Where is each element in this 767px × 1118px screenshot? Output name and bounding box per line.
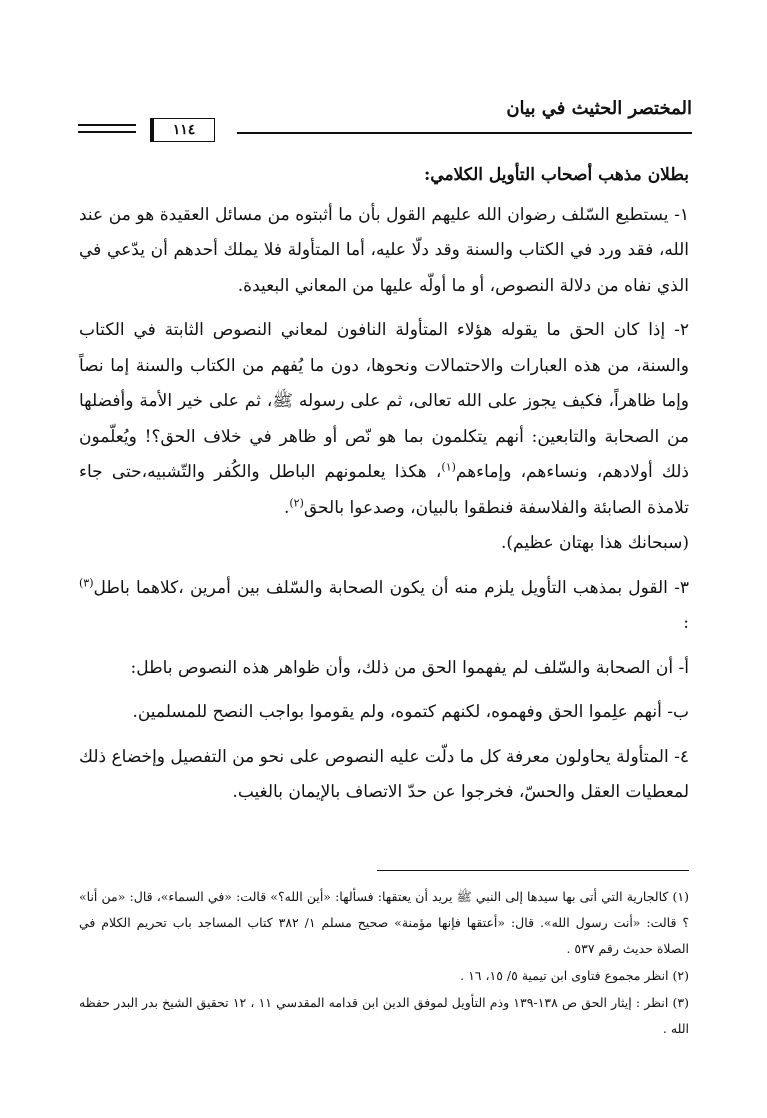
- footnote-ref-3[interactable]: (٣): [79, 575, 94, 589]
- paragraph-2-text: ٢- إذا كان الحق ما يقوله هؤلاء المتأولة النافون لمعاني النصوص الثابتة في الكتاب والسنة، من هذه العبارات والاحتمالات ونحوها، دون ما يُفهم من الكتاب والسنة إما نصاً وإما ظاهراً، فكيف يجوز على الله تعالى، ثم على رسوله ﷺ، ثم على خير الأمة وأفضلها من الصحابة والتابعين: أنهم يتكلمون بما هو نّص أو ظاهر في خلاف الحق؟! ويُعلّمون ذلك أولادهم، ونساءهم، وإماءهم: [79, 320, 689, 482]
- header-bar-bottom: [78, 131, 136, 133]
- paragraph-3b: ب- أنهم علِموا الحق وفهموه، لكنهم كتموه، ولم يقوموا بواجب النصح للمسلمين.: [132, 702, 689, 722]
- footnotes: [79, 884, 689, 1043]
- header-bar-top: [78, 124, 136, 126]
- paragraph-3a: أ- أن الصحابة والسّلف لم يفهموا الحق من ذلك، وأن ظواهر هذه النصوص باطل:: [130, 657, 689, 678]
- paragraph-3-text: ٣- القول بمذهب التأويل يلزم منه أن يكون الصحابة والسّلف بين أمرين ،كلاهما باطل: [93, 577, 689, 598]
- paragraph-4: ٤- المتأولة يحاولون معرفة كل ما دلّت عليه النصوص على نحو من التفصيل وإخضاع ذلك لمعطيات العقل والحسّ، فخرجوا عن حدّ الاتصاف بالإيمان بالغيب.: [79, 746, 689, 802]
- footnote-3: (٣) انظر : إيثار الحق ص ١٣٨-١٣٩ وذم التأويل لموفق الدين ابن قدامه المقدسي ١١ ، ١٢ تحقيق الشيخ بدر البدر حفظه الله .: [79, 995, 689, 1036]
- main-text: [79, 158, 689, 820]
- footnote-ref-2[interactable]: (٢): [289, 495, 304, 509]
- paragraph-2-mid: ، هكذا يعلمونهم الباطل والكُفر والتّشبيه،حتى جاء تلامذة الصابئة والفلاسفة فنطقوا بالبيان، وصدعوا بالحق: [79, 462, 689, 518]
- page-number: ١١٤: [150, 118, 215, 142]
- paragraph-3-end: :: [683, 613, 689, 633]
- footnote-separator: [377, 870, 689, 871]
- paragraph-2: [79, 313, 689, 562]
- footnote-ref-1[interactable]: (١): [441, 460, 456, 474]
- paragraph-3: [79, 571, 689, 642]
- footnote-1: (١) كالجارية التي أتى بها سيدها إلى النبي ﷺ يريد أن يعتقها: فسألها: «أين الله؟» قالت: «في السماء»، قال: «من أنا» ؟ قالت: «أنت رسول الله». قال: «أعتقها فإنها مؤمنة» صحيح مسلم ١/ ٣٨٢ كتاب المساجد باب تحريم الكلام في الصلاة حديث رقم ٥٣٧ .: [79, 889, 689, 956]
- paragraph-2-tail: (سبحانك هذا بهتان عظيم).: [501, 533, 689, 553]
- paragraph-1: ١- يستطيع السّلف رضوان الله عليهم القول بأن ما أثبتوه من مسائل العقيدة هو من عند الله، فقد ورد في الكتاب والسنة وقد دلّا عليه، أما المتأولة فلا يملك أحدهم أن يدّعي في الذي نفاه من دلالة النصوص، أو ما أولّه عليها من المعاني البعيدة.: [79, 204, 689, 296]
- footnote-2: (٢) انظر مجموع فتاوى ابن تيمية ٥/ ١٥، ١٦ .: [460, 968, 689, 983]
- paragraph-2-end: .: [283, 497, 290, 518]
- running-title: المختصر الحثيث في بيان: [506, 98, 692, 119]
- page-header: [78, 96, 692, 150]
- header-rule: [237, 132, 692, 134]
- section-title: بطلان مذهب أصحاب التأويل الكلامي:: [424, 165, 689, 185]
